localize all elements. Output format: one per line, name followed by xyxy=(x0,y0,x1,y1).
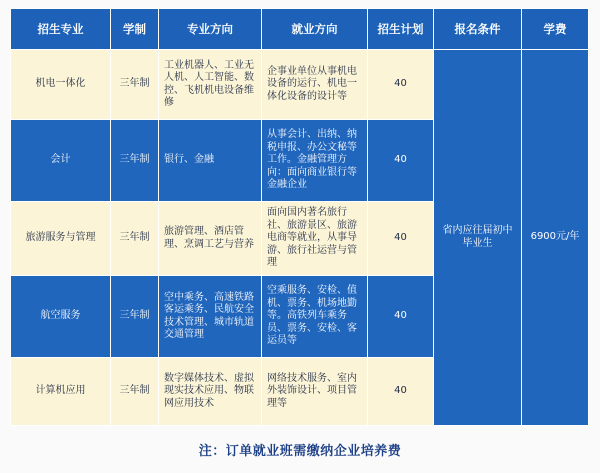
cell-major: 会计 xyxy=(11,120,111,202)
cell-employment: 企事业单位从事机电设备的运行、机电一体化设备的设计等 xyxy=(262,50,368,120)
cell-direction: 工业机器人、工业无人机、人工智能、数控、飞机机电设备维修 xyxy=(159,50,262,120)
enrollment-table xyxy=(10,8,589,426)
header-duration: 学制 xyxy=(111,9,159,50)
footnote: 注：订单就业班需缴纳企业培养费 xyxy=(198,444,402,459)
cell-direction: 数字媒体技术、虚拟现实技术应用、物联网应用技术 xyxy=(159,358,262,426)
table-header-row xyxy=(11,9,589,50)
cell-duration: 三年制 xyxy=(111,120,159,202)
cell-direction: 银行、金融 xyxy=(159,120,262,202)
cell-major: 机电一体化 xyxy=(11,50,111,120)
header-fee: 学费 xyxy=(522,9,589,50)
cell-employment: 从事会计、出纳、纳税申报、办公文秘等工作。金融管理方向：面向商业银行等金融企业 xyxy=(262,120,368,202)
cell-major: 计算机应用 xyxy=(11,358,111,426)
table-row xyxy=(11,50,589,120)
header-plan: 招生计划 xyxy=(368,9,434,50)
cell-direction: 空中乘务、高速铁路客运乘务、民航安全技术管理、城市轨道交通管理 xyxy=(159,276,262,358)
header-employment: 就业方向 xyxy=(262,9,368,50)
cell-plan: 40 xyxy=(368,202,434,276)
header-requirement: 报名条件 xyxy=(434,9,522,50)
header-major: 招生专业 xyxy=(11,9,111,50)
header-direction: 专业方向 xyxy=(159,9,262,50)
cell-duration: 三年制 xyxy=(111,276,159,358)
cell-duration: 三年制 xyxy=(111,358,159,426)
cell-major: 航空服务 xyxy=(11,276,111,358)
cell-direction: 旅游管理、酒店管理、烹调工艺与营养 xyxy=(159,202,262,276)
cell-plan: 40 xyxy=(368,358,434,426)
cell-plan: 40 xyxy=(368,120,434,202)
cell-plan: 40 xyxy=(368,50,434,120)
cell-requirement: 省内应往届初中毕业生 xyxy=(434,50,522,426)
cell-employment: 网络技术服务、室内外装饰设计、项目管理等 xyxy=(262,358,368,426)
cell-major: 旅游服务与管理 xyxy=(11,202,111,276)
cell-employment: 空乘服务、安检、值机、票务、机场地勤等。高铁列车乘务员、票务、安检、客运员等 xyxy=(262,276,368,358)
cell-duration: 三年制 xyxy=(111,202,159,276)
cell-duration: 三年制 xyxy=(111,50,159,120)
cell-plan: 40 xyxy=(368,276,434,358)
cell-fee: 6900元/年 xyxy=(522,50,589,426)
cell-employment: 面向国内著名旅行社、旅游景区、旅游电商等就业，从事导游、旅行社运营与管理 xyxy=(262,202,368,276)
